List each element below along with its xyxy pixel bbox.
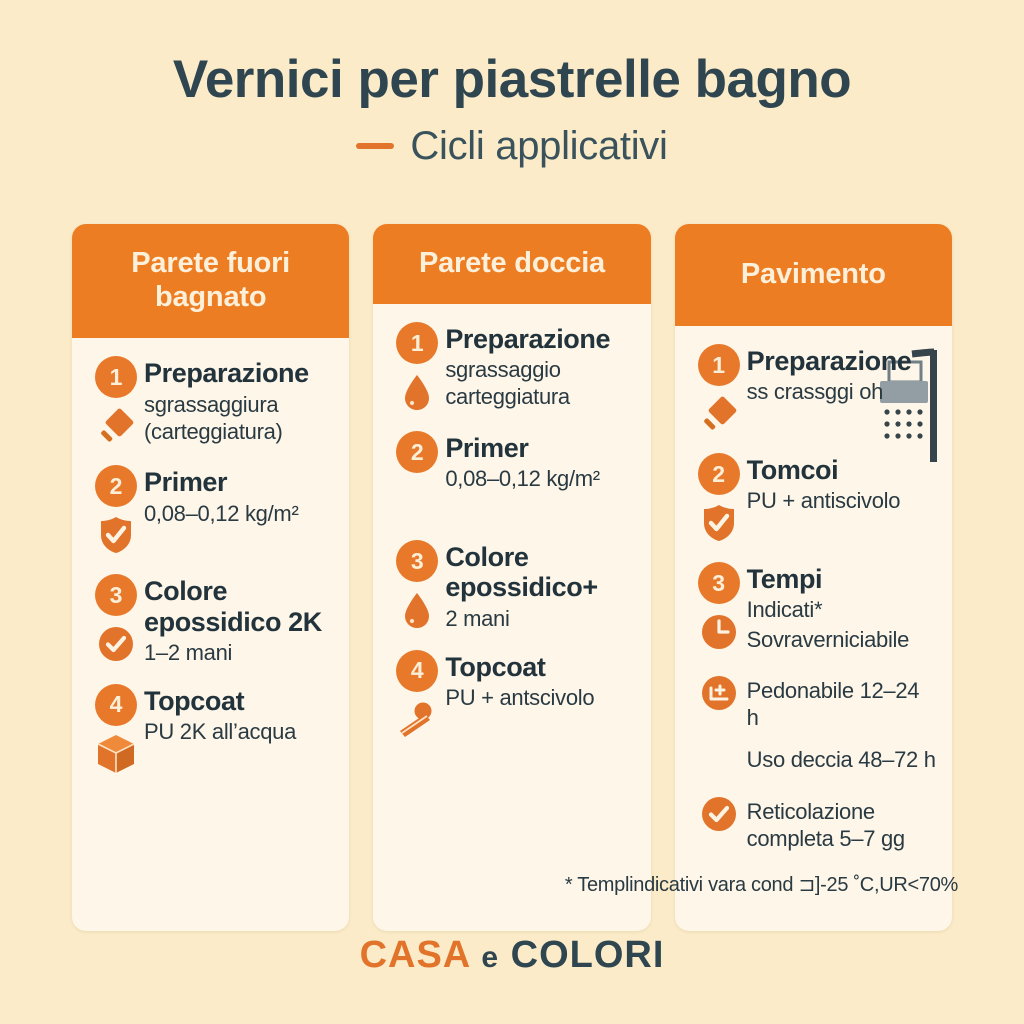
detail-gutter [691,792,747,836]
step-gutter [88,684,144,776]
page-header [0,0,1024,169]
step-subtitle: 0,08–0,12 kg/m² [144,500,299,526]
step-text [445,540,634,632]
step-title: Colore epossidico 2K [144,576,322,637]
detail-row [691,792,936,853]
detail-row [691,740,936,784]
step-item [691,562,936,654]
step-number-badge: 3 [396,540,438,582]
step-item [389,540,634,632]
step-item [88,356,333,448]
step-subtitle: 1–2 mani [144,639,233,665]
step-text [747,453,936,515]
step-number-badge: 3 [95,574,137,616]
pedestrian-box-icon [697,671,741,715]
column-body [373,304,650,784]
column-header: Parete doccia [373,224,650,304]
step-item [389,322,634,414]
step-number-badge: 1 [95,356,137,398]
brand-colori: COLORI [510,934,665,976]
step-title: Topcoat [144,685,245,716]
shield-check-icon [697,501,741,545]
step-gutter [389,540,445,632]
step-item [88,574,333,666]
step-subtitle: sgrassaggiura (carteggiatura) [144,391,283,444]
cube-icon [94,732,138,776]
detail-row [691,671,936,732]
step-title [445,542,634,602]
column-card-pavimento [675,224,952,931]
step-text [144,574,333,666]
step-number-badge: 2 [95,465,137,507]
step-gutter [389,322,445,414]
step-item [389,650,634,742]
step-gutter [691,453,747,545]
step-gutter [389,431,445,523]
step-title: Preparazione [445,324,611,355]
empty-icon-slot [395,479,439,523]
step-title: Tomcoi [746,455,839,486]
clock-icon [697,610,741,654]
step-number-badge: 3 [698,562,740,604]
step-item [389,431,634,523]
em-dash-rule-icon [356,143,394,149]
step-gutter [389,650,445,742]
step-title: Preparazione [144,358,309,389]
step-title: Topcoat [445,651,546,682]
step-subtitle: ss crassggi oh [746,379,884,405]
step-number-badge: 2 [698,453,740,495]
step-text [144,356,333,445]
step-text [747,344,936,406]
detail-text: Reticolazione completa 5–7 gg [746,798,905,851]
detail-text: Pedonabile 12–24 h [746,678,920,731]
step-item [88,465,333,557]
step-subtitle: PU + antiscivolo [746,488,901,514]
step-number-badge: 1 [698,344,740,386]
step-subtitle: sgrassaggio carteggiatura [445,357,570,410]
footnote: * Templindicativi vara cond ⊐]-25 ˚C,UR<70% [564,874,958,896]
column-card-parete-doccia [373,224,650,931]
step-subtitle: 0,08–0,12 kg/m² [445,466,600,492]
step-gutter [691,344,747,436]
step-title: Preparazione [746,346,912,377]
check-circle-icon [94,622,138,666]
step-title-text: Colore epossidico [445,542,583,603]
column-body [675,326,952,886]
step-text [445,322,634,411]
step-subtitle-secondary: Sovraverniciabile [746,627,910,653]
brand-casa: CASA [359,934,470,976]
step-item [691,453,936,545]
cycle-columns [72,224,952,931]
step-gutter [88,356,144,448]
step-subtitle: 2 mani [445,605,510,631]
step-gutter [88,574,144,666]
detail-gutter [691,740,747,784]
step-number-badge: 2 [396,431,438,473]
page-subtitle: Cicli applicativi [410,123,668,168]
spatula-icon [94,404,138,448]
step-text [445,431,634,493]
column-header: Pavimento [675,224,952,326]
step-number-badge: 4 [95,684,137,726]
detail-text: Uso deccia 48–72 h [746,746,936,772]
step-gutter [88,465,144,557]
brand-e: e [481,941,500,974]
subtitle-row [0,124,1024,169]
detail-gutter [691,671,747,715]
step-text [747,562,936,654]
spatula-icon [697,392,741,436]
roller-icon [395,698,439,742]
step-number-badge: 1 [396,322,438,364]
column-card-parete-fuori-bagnato [72,224,349,931]
step-title: Tempi [746,564,823,595]
step-title: Primer [445,433,529,464]
step-item [88,684,333,776]
step-item [691,344,936,436]
step-text [445,650,634,712]
step-title: Primer [144,467,228,498]
column-body [72,338,349,818]
step-subtitle: PU 2K all’acqua [144,718,297,744]
column-header: Parete fuori bagnato [72,224,349,338]
droplet-icon [395,588,439,632]
shield-check-icon [94,513,138,557]
step-subtitle: PU + antscivolo [445,684,595,710]
check-circle-icon [697,792,741,836]
empty-icon-slot [697,740,741,784]
step-number-badge: 4 [396,650,438,692]
step-subtitle: Indicati* [746,597,823,623]
step-text [144,465,333,527]
page-title: Vernici per piastrelle bagno [172,50,852,109]
droplet-icon [395,370,439,414]
step-title-superscript: + [582,572,598,603]
brand-logo [0,934,1024,977]
step-gutter [691,562,747,654]
step-text [144,684,333,746]
